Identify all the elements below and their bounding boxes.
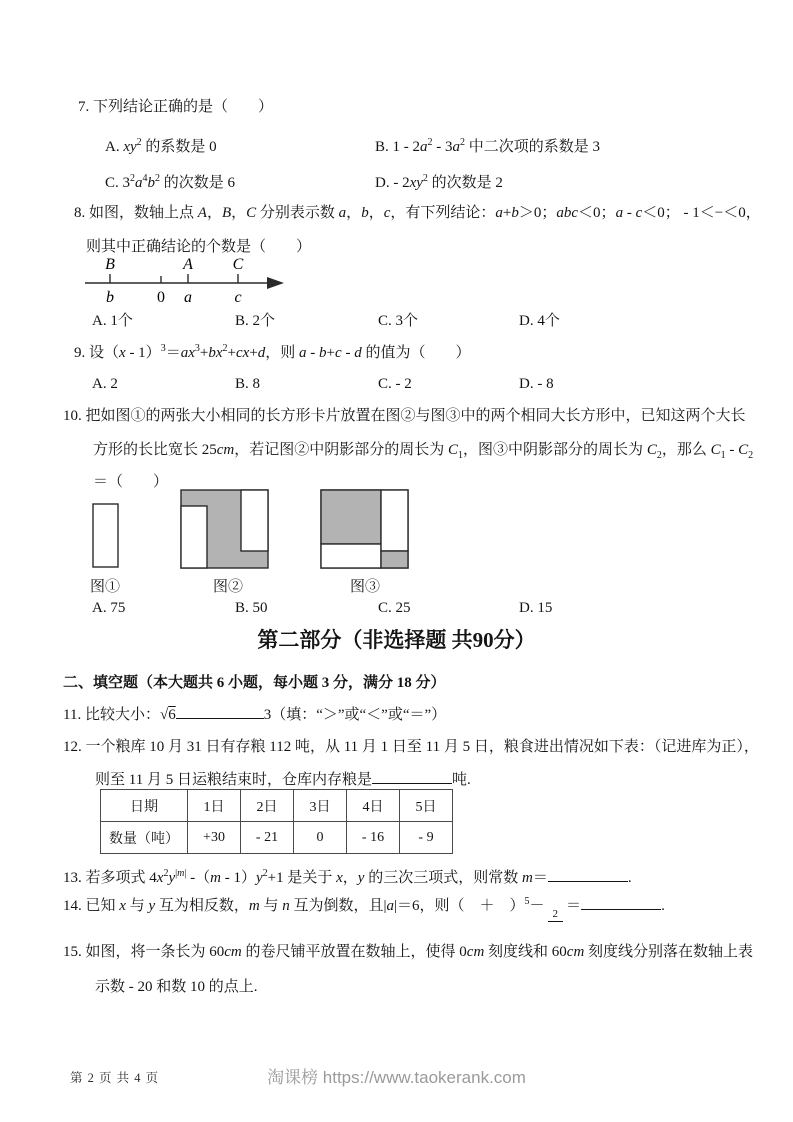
section2-subtitle: 二、填空题（本大题共 6 小题，每小题 3 分，满分 18 分） <box>63 675 446 691</box>
table-cell: - 21 <box>241 822 294 854</box>
q8-option-b: B. 2个 <box>235 313 276 329</box>
q7-option-d: D. - $2xy^2$ 的次数是 2 <box>375 173 503 191</box>
figure-1-label: 图① <box>90 579 121 595</box>
point-C-label: C <box>232 256 244 273</box>
grain-table <box>100 789 453 854</box>
q9-option-c: C. - 2 <box>378 376 412 392</box>
q12-line1: 12. 一个粮库 10 月 31 日有存粮 112 吨，从 11 月 1 日至 11 月 5 日，粮食进出情况如下表：（记进库为正）， <box>63 739 759 755</box>
table-cell: 3日 <box>294 790 347 822</box>
table-cell: - 9 <box>400 822 453 854</box>
value-c-label: c <box>234 289 242 306</box>
table-cell: 4日 <box>347 790 400 822</box>
q7-option-b: B. $1 - 2a^2 - 3a^2$ 中二次项的系数是 3 <box>375 137 601 155</box>
table-cell: 0 <box>294 822 347 854</box>
q7-options-row-2 <box>0 171 793 193</box>
q10-line3: ＝（ ） <box>93 474 169 490</box>
q9-options-row <box>0 376 793 398</box>
q14-text: 14. 已知 x 与 y 互为相反数，m 与 n 互为倒数，且|a|＝6，则（ ＋ ）$^5$－ 2 ＝ . <box>63 896 665 920</box>
figure-3-label: 图③ <box>350 579 381 595</box>
number-line-arrow-icon <box>267 277 284 289</box>
q10-option-b: B. 50 <box>235 600 268 616</box>
q8-line2: 则其中正确结论的个数是（ ） <box>86 239 312 255</box>
figure-2-label: 图② <box>213 579 244 595</box>
q10-options-row <box>0 600 793 622</box>
figure-3-diagram <box>320 489 410 570</box>
number-line-diagram <box>83 252 288 306</box>
q8-option-a: A. 1个 <box>92 313 133 329</box>
value-a-label: a <box>184 289 192 306</box>
point-B-label: B <box>105 256 115 273</box>
q10-line2: 方形的长比宽长 25cm，若记图②中阴影部分的周长为 $C_1$，图③中阴影部分的周长为 $C_2$，那么 $C_1 - C_2$ <box>93 442 754 461</box>
table-cell: 1日 <box>188 790 241 822</box>
q8-option-d: D. 4个 <box>519 313 560 329</box>
q8-options-row <box>0 309 793 331</box>
q13-text: 13. 若多项式 $4x^2y^{|m|}$ $-(m - 1)y^2+1$ 是关于 x，y 的三次三项式，则常数 m＝ . <box>63 868 632 886</box>
point-A-label: A <box>183 256 193 273</box>
value-0-label: 0 <box>157 289 165 306</box>
q11-text: 11. 比较大小：√6 3（填：“＞”或“＜”或“＝”） <box>63 704 446 725</box>
footer-site-link: 淘课榜 https://www.taokerank.com <box>267 1068 526 1087</box>
q7-options-row-1 <box>0 135 793 157</box>
table-cell: 5日 <box>400 790 453 822</box>
q10-option-c: C. 25 <box>378 600 411 616</box>
grain-table-data-row <box>101 822 453 854</box>
table-cell: 2日 <box>241 790 294 822</box>
q9-option-b: B. 8 <box>235 376 261 392</box>
q8-line1: 8. 如图，数轴上点 A，B，C 分别表示数 a，b，c，有下列结论：a+b＞0；abc＜0；a - c＜0； - 1＜−＜0， <box>74 205 761 221</box>
table-cell: 日期 <box>101 790 188 822</box>
q7-option-a: A. $xy^2$ 的系数是 0 <box>105 137 217 155</box>
q8-option-c: C. 3个 <box>378 313 419 329</box>
section2-title: 第二部分（非选择题 共90分） <box>257 628 536 652</box>
q9-option-d: D. - 8 <box>519 376 554 392</box>
q10-option-a: A. 75 <box>92 600 126 616</box>
table-cell: - 16 <box>347 822 400 854</box>
q9-option-a: A. 2 <box>92 376 118 392</box>
q12-line2: 则至 11 月 5 日运粮结束时，仓库内存粮是 吨. <box>95 769 471 790</box>
q7-text: 7. 下列结论正确的是（ ） <box>78 99 274 115</box>
grain-table-header-row <box>101 790 453 822</box>
table-cell: +30 <box>188 822 241 854</box>
table-cell: 数量（吨） <box>101 822 188 854</box>
q10-line1: 10. 把如图①的两张大小相同的长方形卡片放置在图②与图③中的两个相同大长方形中，已知这两个大长 <box>63 408 746 424</box>
q7-option-c: C. $3^2a^4b^2$ 的次数是 6 <box>105 173 236 191</box>
value-b-label: b <box>106 289 114 306</box>
q10-option-d: D. 15 <box>519 600 553 616</box>
q15-line2: 示数 - 20 和数 10 的点上. <box>95 979 258 995</box>
q9-text: 9. 设$(x - 1)^3=ax^3+bx^2+cx+d$，则 a - b+c - d 的值为（ ） <box>74 343 471 361</box>
footer-page-number: 第 2 页 共 4 页 <box>70 1071 160 1085</box>
figure-1-diagram <box>92 503 120 569</box>
figure-2-diagram <box>180 489 270 570</box>
q15-line1: 15. 如图，将一条长为 60cm 的卷尺铺平放置在数轴上，使得 0cm 刻度线和 60cm 刻度线分别落在数轴上表 <box>63 944 754 960</box>
